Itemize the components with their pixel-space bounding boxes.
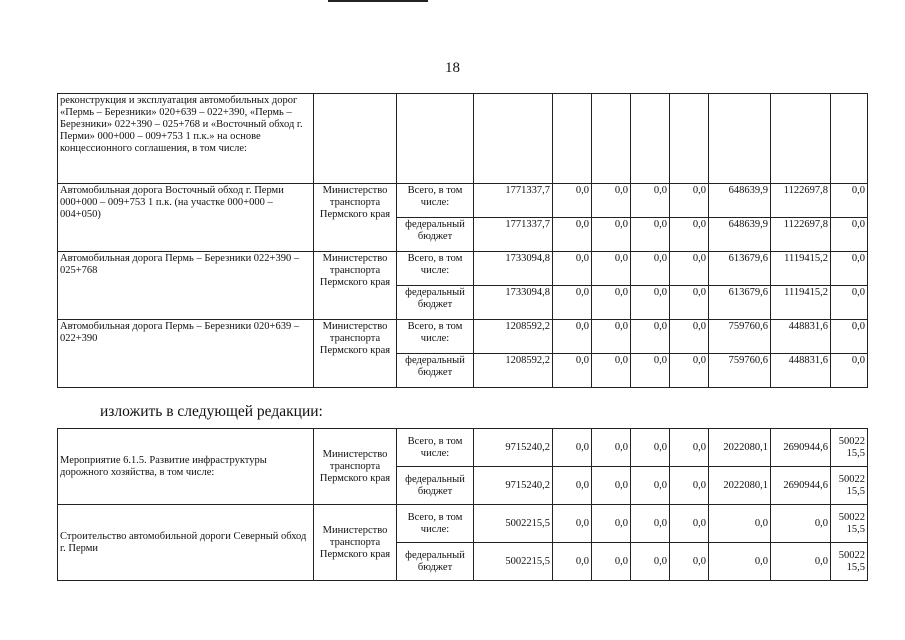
value-cell: 0,0 <box>831 354 868 388</box>
value-cell: 0,0 <box>592 286 631 320</box>
executor: Министерство транспорта Пермского края <box>314 320 397 388</box>
value-cell: 0,0 <box>631 218 670 252</box>
source-cell: Всего, в том числе: <box>397 320 474 354</box>
value-cell: 0,0 <box>592 320 631 354</box>
value-cell: 759760,6 <box>709 354 771 388</box>
value-cell: 648639,9 <box>709 218 771 252</box>
value-cell: 50022 15,5 <box>831 467 868 505</box>
value-cell: 0,0 <box>831 252 868 286</box>
value-cell: 1208592,2 <box>474 320 553 354</box>
value-cell: 0,0 <box>670 354 709 388</box>
value-cell: 2690944,6 <box>771 467 831 505</box>
source-cell: федеральный бюджет <box>397 467 474 505</box>
measure-name: Мероприятие 6.1.5. Развитие инфраструктуры дорожного хозяйства, в том числе: <box>58 429 314 505</box>
section-heading: изложить в следующей редакции: <box>100 403 323 420</box>
value-cell: 0,0 <box>771 543 831 581</box>
value-cell: 0,0 <box>670 543 709 581</box>
value-cell: 2022080,1 <box>709 429 771 467</box>
executor: Министерство транспорта Пермского края <box>314 505 397 581</box>
value-cell: 5002215,5 <box>474 505 553 543</box>
source-cell: федеральный бюджет <box>397 286 474 320</box>
source-cell: федеральный бюджет <box>397 543 474 581</box>
value-cell: 0,0 <box>709 543 771 581</box>
measure-name: Автомобильная дорога Пермь – Березники 020+639 – 022+390 <box>58 320 314 388</box>
measure-name: Строительство автомобильной дороги Северный обход г. Перми <box>58 505 314 581</box>
value-cell: 1733094,8 <box>474 252 553 286</box>
value-cell: 0,0 <box>592 354 631 388</box>
value-cell: 0,0 <box>592 184 631 218</box>
value-cell: 1122697,8 <box>771 184 831 218</box>
value-cell: 1208592,2 <box>474 354 553 388</box>
value-cell: 0,0 <box>631 320 670 354</box>
value-cell: 9715240,2 <box>474 429 553 467</box>
value-cell: 0,0 <box>631 467 670 505</box>
value-cell: 0,0 <box>592 467 631 505</box>
value-cell: 0,0 <box>631 252 670 286</box>
table-row <box>58 252 868 286</box>
value-cell: 0,0 <box>553 543 592 581</box>
value-cell: 0,0 <box>553 505 592 543</box>
value-cell: 0,0 <box>553 218 592 252</box>
value-cell: 759760,6 <box>709 320 771 354</box>
table-row <box>58 429 868 467</box>
value-cell: 1771337,7 <box>474 184 553 218</box>
value-cell: 0,0 <box>670 184 709 218</box>
value-cell: 0,0 <box>631 543 670 581</box>
value-cell: 0,0 <box>592 252 631 286</box>
value-cell: 648639,9 <box>709 184 771 218</box>
value-cell: 5002215,5 <box>474 543 553 581</box>
value-cell: 0,0 <box>831 184 868 218</box>
source-cell: Всего, в том числе: <box>397 505 474 543</box>
source-cell: федеральный бюджет <box>397 354 474 388</box>
source-cell: Всего, в том числе: <box>397 429 474 467</box>
source-cell: федеральный бюджет <box>397 218 474 252</box>
value-cell: 0,0 <box>831 320 868 354</box>
value-cell: 0,0 <box>631 286 670 320</box>
source-cell: Всего, в том числе: <box>397 184 474 218</box>
executor: Министерство транспорта Пермского края <box>314 252 397 320</box>
value-cell: 0,0 <box>553 429 592 467</box>
value-cell: 0,0 <box>771 505 831 543</box>
table-row <box>58 320 868 354</box>
value-cell: 1119415,2 <box>771 286 831 320</box>
table-new <box>57 428 868 581</box>
value-cell: 1771337,7 <box>474 218 553 252</box>
table-row <box>58 94 868 184</box>
value-cell: 448831,6 <box>771 320 831 354</box>
value-cell: 0,0 <box>553 252 592 286</box>
value-cell: 613679,6 <box>709 252 771 286</box>
value-cell: 448831,6 <box>771 354 831 388</box>
top-rule <box>328 0 428 2</box>
value-cell: 0,0 <box>631 184 670 218</box>
value-cell: 0,0 <box>670 252 709 286</box>
value-cell: 613679,6 <box>709 286 771 320</box>
value-cell: 50022 15,5 <box>831 543 868 581</box>
value-cell: 0,0 <box>553 320 592 354</box>
value-cell: 0,0 <box>592 218 631 252</box>
value-cell: 1119415,2 <box>771 252 831 286</box>
value-cell: 9715240,2 <box>474 467 553 505</box>
value-cell: 0,0 <box>631 429 670 467</box>
value-cell: 0,0 <box>831 286 868 320</box>
source-cell: Всего, в том числе: <box>397 252 474 286</box>
value-cell: 0,0 <box>831 218 868 252</box>
value-cell: 50022 15,5 <box>831 429 868 467</box>
value-cell: 0,0 <box>670 286 709 320</box>
value-cell: 50022 15,5 <box>831 505 868 543</box>
measure-name: Автомобильная дорога Восточный обход г. Перми 000+000 – 009+753 1 п.к. (на участке 000+000 – 004+050) <box>58 184 314 252</box>
measure-name: Автомобильная дорога Пермь – Березники 022+390 – 025+768 <box>58 252 314 320</box>
value-cell: 1733094,8 <box>474 286 553 320</box>
value-cell: 2022080,1 <box>709 467 771 505</box>
value-cell: 0,0 <box>670 320 709 354</box>
value-cell: 0,0 <box>631 354 670 388</box>
value-cell: 0,0 <box>709 505 771 543</box>
value-cell: 0,0 <box>631 505 670 543</box>
value-cell: 0,0 <box>592 429 631 467</box>
value-cell: 0,0 <box>670 505 709 543</box>
value-cell: 0,0 <box>670 218 709 252</box>
value-cell: 2690944,6 <box>771 429 831 467</box>
table-row <box>58 184 868 218</box>
value-cell: 0,0 <box>553 184 592 218</box>
value-cell: 0,0 <box>553 354 592 388</box>
executor: Министерство транспорта Пермского края <box>314 429 397 505</box>
intro-cell: реконструкция и эксплуатация автомобильных дорог «Пермь – Березники» 020+639 – 022+390, «Пермь – Березники» 022+390 – 025+768 и «Восточный обход г. Перми» 000+000 – 009+753 1 п.к.» на основе концессионного соглашения, в том числе: <box>58 94 314 184</box>
page-number: 18 <box>445 60 460 76</box>
table-row <box>58 505 868 543</box>
value-cell: 0,0 <box>553 286 592 320</box>
value-cell: 0,0 <box>592 543 631 581</box>
value-cell: 0,0 <box>670 429 709 467</box>
executor: Министерство транспорта Пермского края <box>314 184 397 252</box>
value-cell: 0,0 <box>592 505 631 543</box>
value-cell: 0,0 <box>553 467 592 505</box>
value-cell: 0,0 <box>670 467 709 505</box>
table-old <box>57 93 868 388</box>
value-cell: 1122697,8 <box>771 218 831 252</box>
